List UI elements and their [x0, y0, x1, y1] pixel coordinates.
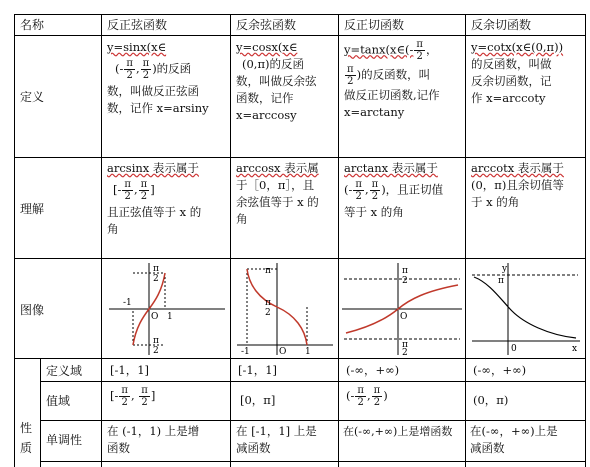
understanding-acos: arccosx 表示属 于［0，π］，且 余弦值等于 x 的 角 [236, 161, 319, 226]
tick-label: π [402, 266, 408, 276]
domain-acos: [-1，1] [238, 363, 277, 377]
definition-acos: y=cosx(x∈ (0,π)的反函 数，叫做反余弦 函数，记作 x=arccosy [236, 40, 317, 122]
graph-arccot [468, 261, 584, 357]
domain-acot: (-∞，+∞) [473, 363, 527, 377]
header-acos: 反余弦函数 [236, 18, 297, 32]
grid-line [14, 14, 586, 15]
row-label-range: 值域 [46, 394, 71, 408]
understanding-asin: arcsinx 表示属于 [- $\frac{\pi}{2}$ , $\frac{\pi}{2}$ ] 且正弦值等于 x 的 角 [107, 161, 202, 236]
tick-label: π [265, 298, 271, 308]
tick-label: O [151, 312, 159, 322]
monotonicity-atan: 在(-∞,+∞)上是增函数 [343, 425, 453, 438]
monotonicity-acot: 在(-∞，+∞)上是 减函数 [470, 424, 558, 455]
grid-line [14, 258, 586, 259]
grid-line [40, 358, 41, 467]
tick-label: 1 [167, 312, 173, 322]
tick-label: -1 [123, 298, 132, 308]
tick-label: 2 [265, 308, 271, 318]
definition-atan: y=tanx(x∈(- $\frac{\pi}{2}$ ， $\frac{\pi}{2}$ )的反函数，叫 做反正切函数,记作 x=arctany [344, 39, 440, 119]
grid-line [465, 14, 466, 467]
domain-asin: [-1，1] [110, 363, 149, 377]
tick-label: 2 [402, 276, 408, 286]
tick-label: O [279, 347, 287, 357]
range-atan: (- $\frac{\pi}{2}$ , $\frac{\pi}{2}$ ) [346, 385, 388, 408]
monotonicity-asin: 在 (-1，1) 上是增 函数 [107, 424, 200, 455]
tick-label: 0 [511, 344, 517, 354]
tick-label: π [265, 266, 271, 276]
definition-acot: y=cotx(x∈(0,π)) 的反函数，叫做 反余切函数，记 作 x=arccoty [471, 40, 564, 105]
tick-label: -1 [241, 347, 250, 357]
row-label-graph: 图像 [20, 303, 45, 317]
tick-label: 2 [153, 346, 159, 356]
range-acos: [0，π] [240, 393, 276, 407]
header-acot: 反余切函数 [471, 18, 532, 32]
understanding-acot: arccotx 表示属于 (0，π)且余切值等 于 x 的角 [471, 161, 564, 209]
tick-label: π [153, 264, 159, 274]
tick-label: 1 [305, 347, 311, 357]
grid-line [14, 358, 586, 359]
grid-line [585, 14, 586, 467]
tick-label: 2 [153, 274, 159, 284]
grid-line [40, 381, 586, 382]
grid-line [40, 420, 586, 421]
header-atan: 反正切函数 [344, 18, 405, 32]
definition-asin: y=sinx(x∈ (- $\frac{\pi}{2}$ , $\frac{\pi}{2}$ )的反函 数，叫做反正弦函 数，记作 x=arsiny [107, 40, 209, 115]
header-name: 名称 [20, 18, 45, 32]
grid-line [14, 35, 586, 36]
tick-label: x [572, 344, 578, 354]
grid-line [14, 157, 586, 158]
grid-line [338, 14, 339, 467]
monotonicity-acos: 在 [-1，1] 上是 减函数 [236, 424, 317, 455]
graph-arccos [233, 261, 337, 357]
row-label-understanding: 理解 [20, 202, 45, 216]
grid-line [101, 14, 102, 467]
tick-label: π [402, 340, 408, 350]
tick-label: y [502, 264, 508, 274]
tick-label: π [153, 336, 159, 346]
graph-arctan [340, 261, 464, 357]
header-asin: 反正弦函数 [107, 18, 168, 32]
row-label-property: 性质 [20, 421, 33, 455]
understanding-atan: arctanx 表示属于 (- $\frac{\pi}{2}$ , $\frac{\pi}{2}$ )，且正切值 等于 x 的角 [344, 161, 444, 219]
graph-arcsin [105, 261, 227, 357]
arccot-curve [474, 277, 576, 338]
tick-label: O [400, 312, 408, 322]
domain-atan: (-∞，+∞) [346, 363, 400, 377]
grid-line [14, 14, 15, 467]
grid-line [40, 461, 586, 462]
row-label-monotonicity: 单调性 [46, 433, 83, 447]
row-label-definition: 定义 [20, 90, 45, 104]
grid-line [230, 14, 231, 467]
range-acot: (0，π) [473, 393, 509, 407]
range-asin: [- $\frac{\pi}{2}$ , $\frac{\pi}{2}$ ] [110, 385, 156, 408]
tick-label: 2 [402, 348, 408, 357]
tick-label: π [498, 276, 504, 286]
row-label-domain: 定义域 [46, 364, 83, 378]
